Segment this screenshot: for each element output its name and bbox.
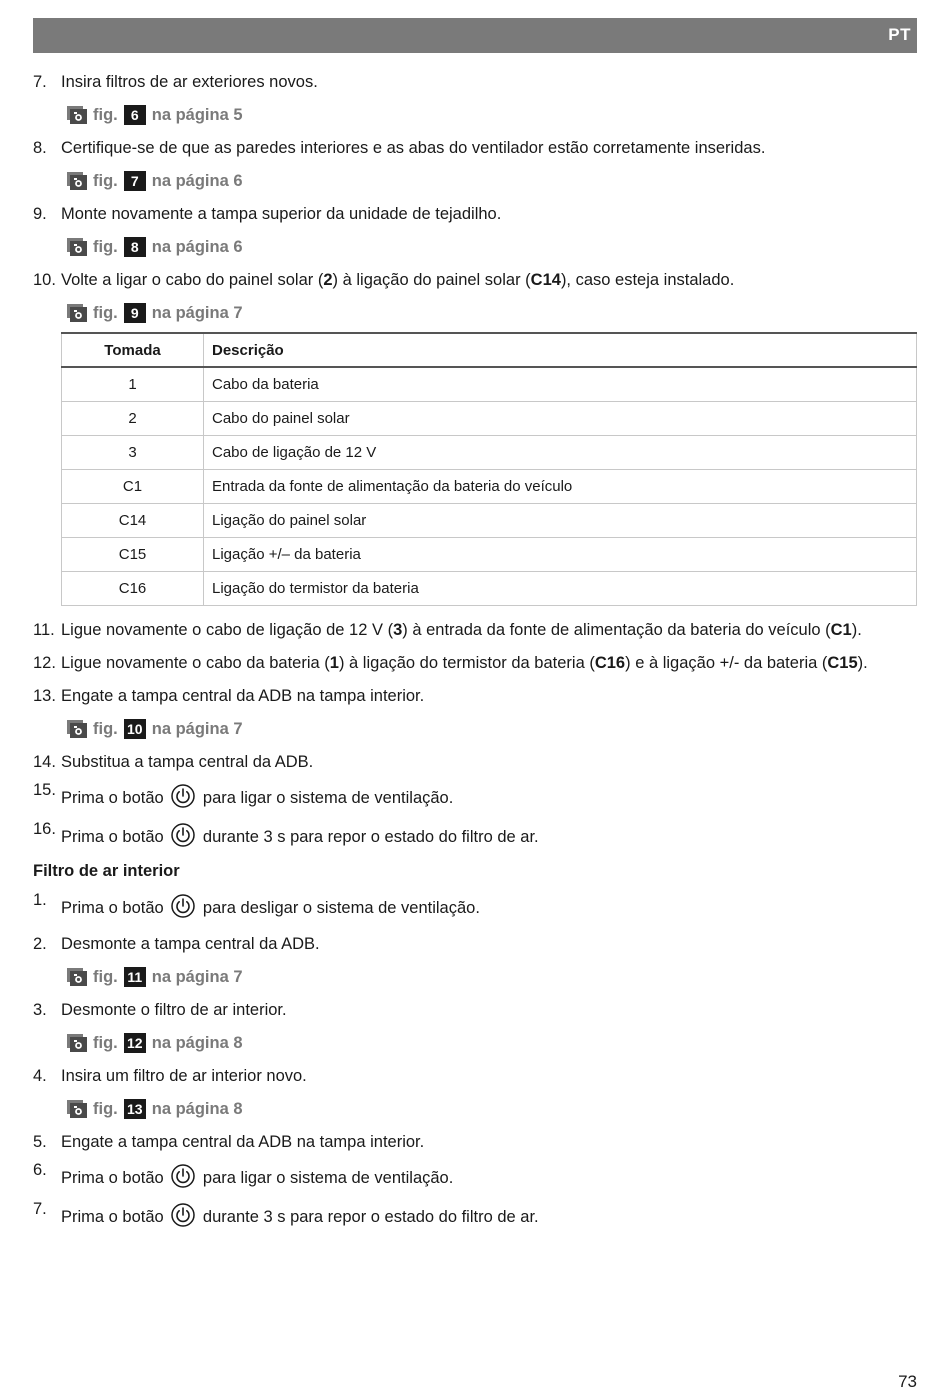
camera-icon — [67, 1100, 87, 1118]
column-header-description: Descrição — [204, 333, 917, 367]
connector-id: 3 — [393, 621, 403, 639]
step-number: 6. — [33, 1161, 47, 1179]
page-reference: na página 7 — [151, 967, 243, 986]
figure-reference[interactable] — [67, 963, 917, 991]
page-content — [33, 68, 917, 1239]
step-text-part: Prima o botão — [61, 1169, 164, 1187]
connector-id: C1 — [830, 621, 852, 639]
step-text: Substitua a tampa central da ADB. — [61, 753, 314, 771]
step-number: 3. — [33, 1001, 47, 1019]
step-text-part: ) à ligação do termistor da bateria ( — [338, 654, 595, 672]
camera-icon — [67, 172, 87, 190]
figure-reference[interactable] — [67, 715, 917, 743]
step-2 — [33, 930, 917, 958]
cell-socket: 3 — [62, 436, 204, 470]
camera-icon — [67, 1034, 87, 1052]
cell-socket: 2 — [62, 402, 204, 436]
cell-socket: 1 — [62, 367, 204, 402]
cell-socket: C16 — [62, 572, 204, 606]
step-number: 8. — [33, 139, 47, 157]
fig-number: 9 — [124, 303, 146, 323]
power-icon — [171, 784, 195, 808]
step-text: Insira filtros de ar exteriores novos. — [61, 73, 318, 91]
figure-reference[interactable] — [67, 167, 917, 195]
step-11 — [33, 616, 917, 644]
step-text-part: Ligue novamente o cabo da bateria ( — [61, 654, 330, 672]
step-number: 9. — [33, 205, 47, 223]
table-row — [62, 538, 917, 572]
page-reference: na página 8 — [151, 1033, 243, 1052]
step-text-part: Volte a ligar o cabo do painel solar ( — [61, 271, 324, 289]
cell-description: Entrada da fonte de alimentação da bateria do veículo — [204, 470, 917, 504]
step-text: Insira um filtro de ar interior novo. — [61, 1067, 307, 1085]
power-icon — [171, 1164, 195, 1188]
page-reference: na página 6 — [151, 237, 243, 256]
step-number: 4. — [33, 1067, 47, 1085]
language-label: PT — [888, 25, 911, 44]
figure-reference[interactable] — [67, 299, 917, 327]
fig-number: 7 — [124, 171, 146, 191]
step-16 — [33, 820, 917, 854]
step-number: 1. — [33, 891, 47, 909]
power-icon — [171, 823, 195, 847]
fig-number: 6 — [124, 105, 146, 125]
fig-label: fig. — [93, 1033, 118, 1052]
fig-number: 10 — [124, 719, 146, 739]
header-bar — [33, 18, 917, 53]
connector-id: C15 — [827, 654, 858, 672]
step-text-part: Prima o botão — [61, 899, 164, 917]
step-text-part: durante 3 s para repor o estado do filtro de ar. — [202, 1208, 539, 1226]
cell-socket: C15 — [62, 538, 204, 572]
figure-reference[interactable] — [67, 1029, 917, 1057]
page-reference: na página 7 — [151, 719, 243, 738]
column-header-socket: Tomada — [62, 333, 204, 367]
camera-icon — [67, 106, 87, 124]
step-number: 7. — [33, 1200, 47, 1218]
step-1 — [33, 891, 917, 925]
connector-id: 2 — [323, 271, 333, 289]
step-text-part: ). — [857, 654, 868, 672]
page-reference: na página 7 — [151, 303, 243, 322]
step-14 — [33, 748, 917, 776]
fig-number: 11 — [124, 967, 146, 987]
page-reference: na página 8 — [151, 1099, 243, 1118]
step-10 — [33, 266, 917, 294]
step-text-part: ), caso esteja instalado. — [560, 271, 735, 289]
step-7b — [33, 1200, 917, 1234]
camera-icon — [67, 720, 87, 738]
step-7 — [33, 68, 917, 96]
step-text-part: para desligar o sistema de ventilação. — [202, 899, 480, 917]
step-number: 13. — [33, 687, 56, 705]
camera-icon — [67, 238, 87, 256]
connector-id: C16 — [594, 654, 626, 672]
step-text: Engate a tampa central da ADB na tampa interior. — [61, 1133, 425, 1151]
fig-label: fig. — [93, 1099, 118, 1118]
figure-reference[interactable] — [67, 233, 917, 261]
fig-number: 8 — [124, 237, 146, 257]
step-text-part: ) à entrada da fonte de alimentação da bateria do veículo ( — [402, 621, 831, 639]
step-number: 7. — [33, 73, 47, 91]
step-number: 2. — [33, 935, 47, 953]
step-number: 5. — [33, 1133, 47, 1151]
camera-icon — [67, 304, 87, 322]
step-text: Desmonte a tampa central da ADB. — [61, 935, 320, 953]
table-row — [62, 402, 917, 436]
step-6 — [33, 1161, 917, 1195]
table-row — [62, 367, 917, 402]
power-icon — [171, 1203, 195, 1227]
connector-id: 1 — [329, 654, 339, 672]
fig-label: fig. — [93, 719, 118, 738]
step-13 — [33, 682, 917, 710]
step-text-part: para ligar o sistema de ventilação. — [202, 1169, 454, 1187]
step-3 — [33, 996, 917, 1024]
cell-description: Cabo do painel solar — [204, 402, 917, 436]
step-text-part: Prima o botão — [61, 1208, 164, 1226]
step-number: 14. — [33, 753, 56, 771]
step-text-part: ) e à ligação +/- da bateria ( — [625, 654, 828, 672]
step-4 — [33, 1062, 917, 1090]
step-text-part: ). — [851, 621, 862, 639]
step-text: Certifique-se de que as paredes interiores e as abas do ventilador estão corretamente inseridas. — [61, 139, 766, 157]
step-text-part: para ligar o sistema de ventilação. — [202, 789, 454, 807]
step-text: Monte novamente a tampa superior da unidade de tejadilho. — [61, 205, 502, 223]
figure-reference[interactable] — [67, 101, 917, 129]
cell-description: Cabo da bateria — [204, 367, 917, 402]
fig-number: 13 — [124, 1099, 146, 1119]
fig-label: fig. — [93, 967, 118, 986]
camera-icon — [67, 968, 87, 986]
fig-label: fig. — [93, 303, 118, 322]
step-text-part: ) à ligação do painel solar ( — [332, 271, 531, 289]
page-reference: na página 6 — [151, 171, 243, 190]
step-text-part: Prima o botão — [61, 789, 164, 807]
cell-description: Ligação +/– da bateria — [204, 538, 917, 572]
step-text: Desmonte o filtro de ar interior. — [61, 1001, 287, 1019]
table-row — [62, 504, 917, 538]
step-text: Engate a tampa central da ADB na tampa interior. — [61, 687, 425, 705]
connector-id: C14 — [530, 271, 561, 289]
step-8 — [33, 134, 917, 162]
step-number: 15. — [33, 781, 56, 799]
table-header-row — [62, 333, 917, 367]
page-reference: na página 5 — [151, 105, 243, 124]
table-row — [62, 436, 917, 470]
table-row — [62, 470, 917, 504]
step-9 — [33, 200, 917, 228]
step-15 — [33, 781, 917, 815]
step-12 — [33, 649, 917, 677]
section-title: Filtro de ar interior — [33, 862, 180, 880]
connector-table — [61, 332, 917, 606]
table-row — [62, 572, 917, 606]
cell-description: Cabo de ligação de 12 V — [204, 436, 917, 470]
step-number: 12. — [33, 654, 56, 672]
figure-reference[interactable] — [67, 1095, 917, 1123]
step-number: 11. — [33, 621, 55, 639]
step-text-part: Ligue novamente o cabo de ligação de 12 V ( — [61, 621, 394, 639]
cell-socket: C14 — [62, 504, 204, 538]
page-number: 73 — [898, 1372, 917, 1391]
fig-label: fig. — [93, 171, 118, 190]
power-icon — [171, 894, 195, 918]
cell-description: Ligação do termistor da bateria — [204, 572, 917, 606]
step-5 — [33, 1128, 917, 1156]
fig-label: fig. — [93, 105, 118, 124]
cell-socket: C1 — [62, 470, 204, 504]
step-text-part: durante 3 s para repor o estado do filtro de ar. — [202, 828, 539, 846]
step-number: 10. — [33, 271, 56, 289]
cell-description: Ligação do painel solar — [204, 504, 917, 538]
fig-label: fig. — [93, 237, 118, 256]
fig-number: 12 — [124, 1033, 146, 1053]
step-number: 16. — [33, 820, 56, 838]
step-text-part: Prima o botão — [61, 828, 164, 846]
